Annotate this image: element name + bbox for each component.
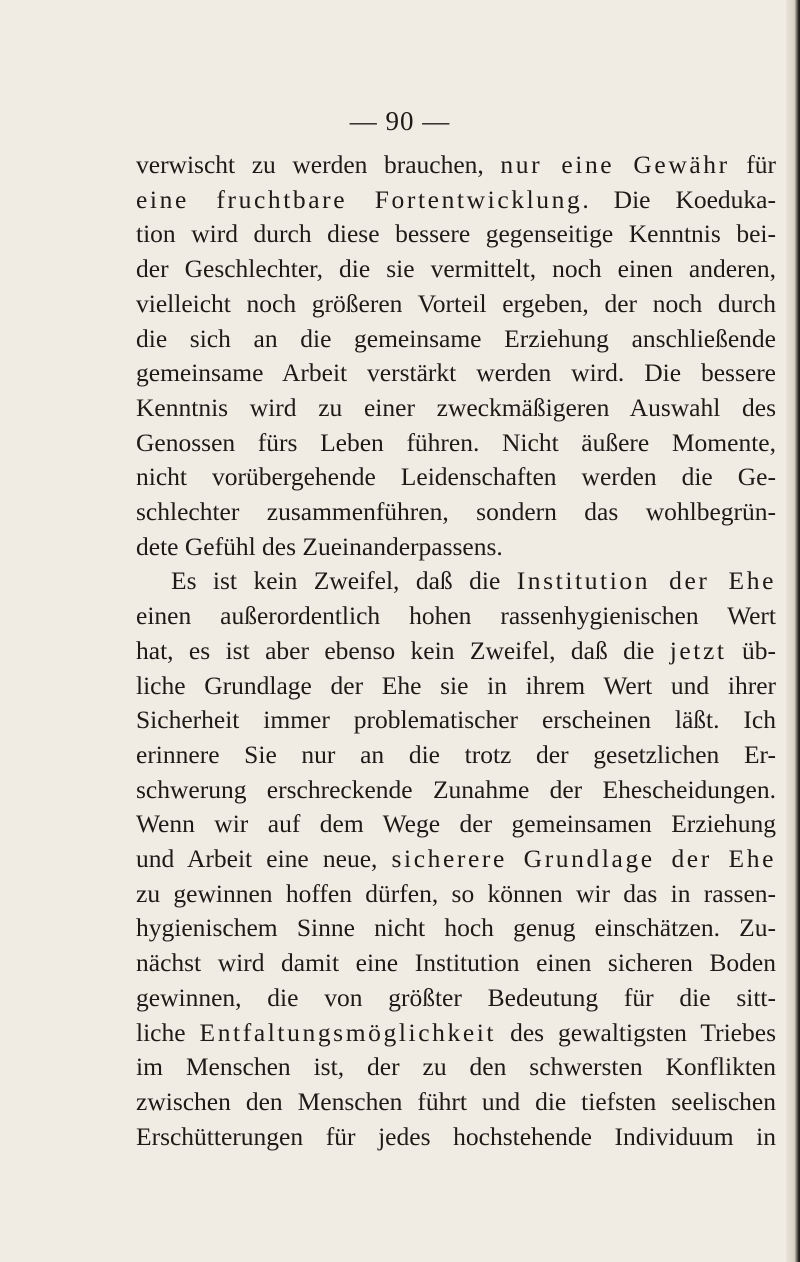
text-segment: für: [729, 150, 777, 179]
text-line: [136, 530, 776, 565]
spaced-emphasis-text: jetzt: [669, 635, 727, 665]
page-number: — 90 —: [349, 106, 451, 136]
text-line: [136, 287, 776, 322]
text-line: [136, 495, 776, 530]
text-line: [136, 252, 776, 287]
text-line: [136, 634, 776, 669]
text-segment: Genossen fürs Leben führen. Nicht äußere Momente,: [136, 427, 776, 457]
text-line: [136, 1085, 776, 1120]
text-segment: tion wird durch diese bessere gegenseitige Kenntnis bei-: [136, 219, 776, 249]
text-line: [136, 1050, 776, 1085]
text-segment: schlechter zusammenführen, sondern das wohlbegrün-: [136, 497, 776, 527]
spaced-emphasis-text: eine fruchtbare Fortentwicklung: [136, 184, 583, 214]
text-segment: . Die Koeduka-: [582, 184, 776, 214]
text-line: [136, 946, 776, 981]
text-line: [136, 460, 776, 495]
text-line: [136, 356, 776, 391]
text-segment: einen außerordentlich hohen rassenhygienischen Wert: [136, 601, 776, 631]
text-line: [136, 183, 776, 218]
text-segment: gewinnen, die von größter Bedeutung für die sitt-: [136, 982, 776, 1012]
text-line: [136, 217, 776, 252]
text-line: [136, 391, 776, 426]
text-line: [136, 773, 776, 808]
text-segment: nicht vorübergehende Leidenschaften werden die Ge-: [136, 462, 776, 492]
text-segment: Wenn wir auf dem Wege der gemeinsamen Erziehung: [136, 809, 776, 839]
text-segment: dete Gefühl des Zueinanderpassens.: [136, 531, 503, 561]
text-segment: nächst wird damit eine Institution einen sicheren Boden: [136, 948, 776, 978]
text-segment: schwerung erschreckende Zunahme der Ehescheidungen.: [136, 774, 776, 804]
text-segment: der Geschlechter, die sie vermittelt, noch einen anderen,: [136, 254, 776, 284]
text-line: [136, 148, 776, 183]
text-segment: üb-: [726, 635, 776, 665]
text-line: [136, 426, 776, 461]
text-line: [136, 703, 776, 738]
page-edge-shadow: [786, 0, 800, 1262]
spaced-emphasis-text: Institution der Ehe: [516, 566, 776, 596]
text-segment: zu gewinnen hoffen dürfen, so können wir das in rassen-: [136, 878, 776, 908]
body-text: [136, 148, 776, 1154]
text-segment: zwischen den Menschen führt und die tiefsten seelischen: [136, 1086, 776, 1116]
text-line: [136, 842, 776, 877]
text-line: [136, 1016, 776, 1051]
text-line: [136, 599, 776, 634]
text-line: [136, 738, 776, 773]
text-segment: liche Grundlage der Ehe sie in ihrem Wert und ihrer: [136, 670, 776, 700]
text-line: [136, 807, 776, 842]
text-segment: Sicherheit immer problematischer erscheinen läßt. Ich: [136, 705, 776, 735]
text-segment: im Menschen ist, der zu den schwersten Konflikten: [136, 1052, 776, 1082]
text-segment: hygienischem Sinne nicht hoch genug einschätzen. Zu-: [136, 913, 776, 943]
spaced-emphasis-text: sicherere Grundlage der Ehe: [391, 844, 776, 874]
text-line: [136, 1120, 776, 1155]
text-segment: Kenntnis wird zu einer zweckmäßigeren Auswahl des: [136, 392, 776, 422]
text-segment: verwischt zu werden brauchen,: [136, 150, 501, 179]
text-segment: liche: [136, 1017, 200, 1047]
text-segment: Erschütterungen für jedes hochstehende Individuum in: [136, 1121, 776, 1151]
text-segment: des gewaltigsten Triebes: [496, 1017, 776, 1047]
text-segment: vielleicht noch größeren Vorteil ergeben, der noch durch: [136, 288, 776, 318]
text-segment: gemeinsame Arbeit verstärkt werden wird. Die bessere: [136, 358, 776, 388]
text-segment: die sich an die gemeinsame Erziehung anschließende: [136, 323, 776, 353]
spaced-emphasis-text: nur eine Gewähr: [500, 150, 730, 179]
text-segment: Es ist kein Zweifel, daß die: [171, 566, 517, 596]
text-segment: und Arbeit eine neue,: [136, 844, 392, 874]
text-line: [136, 911, 776, 946]
text-segment: hat, es ist aber ebenso kein Zweifel, daß die: [136, 635, 670, 665]
text-line: [136, 877, 776, 912]
text-segment: erinnere Sie nur an die trotz der gesetzlichen Er-: [136, 739, 776, 769]
text-line: [136, 322, 776, 357]
spaced-emphasis-text: Entfaltungsmöglichkeit: [199, 1017, 497, 1047]
text-line: [136, 981, 776, 1016]
text-line: [136, 564, 776, 599]
text-line: [136, 669, 776, 704]
